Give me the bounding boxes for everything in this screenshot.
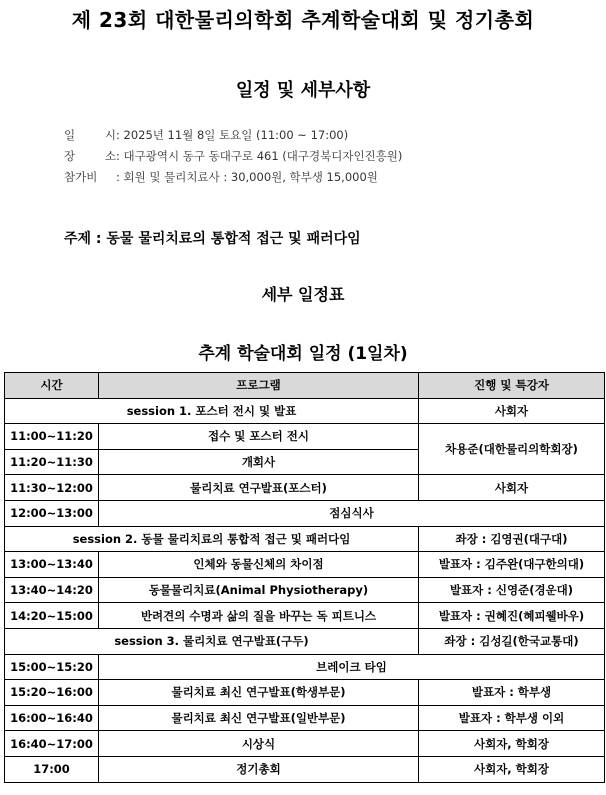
time-cell: 11:00~11:20 bbox=[5, 424, 99, 450]
presenter-cell: 사회자 bbox=[419, 398, 605, 424]
info-venue bbox=[64, 148, 402, 164]
page-title: 제 23회 대한물리의학회 추계학술대회 및 정기총회 bbox=[71, 8, 535, 32]
session-title: session 3. 물리치료 연구발표(구두) bbox=[5, 628, 419, 654]
time-cell: 16:00~16:40 bbox=[5, 705, 99, 731]
info-label: 참가비 bbox=[64, 170, 98, 184]
table-row bbox=[5, 705, 605, 731]
table-title: 추계 학술대회 일정 (1일차) bbox=[198, 344, 408, 364]
time-cell: 15:20~16:00 bbox=[5, 680, 99, 706]
header-time: 시간 bbox=[5, 373, 99, 399]
schedule-table bbox=[4, 372, 605, 783]
table-row bbox=[5, 654, 605, 680]
info-label: 장 소 bbox=[64, 149, 116, 163]
table-row bbox=[5, 680, 605, 706]
program-cell: 동물물리치료(Animal Physiotherapy) bbox=[99, 577, 419, 603]
time-cell: 13:00~13:40 bbox=[5, 552, 99, 578]
presenter-cell: 좌장 : 김성길(한국교통대) bbox=[419, 628, 605, 654]
table-header-row bbox=[5, 373, 605, 399]
table-row bbox=[5, 552, 605, 578]
presenter-cell: 발표자 : 학부생 이외 bbox=[419, 705, 605, 731]
time-cell: 17:00 bbox=[5, 756, 99, 782]
program-cell: 인체와 동물신체의 차이점 bbox=[99, 552, 419, 578]
time-cell: 12:00~13:00 bbox=[5, 500, 99, 526]
program-cell: 물리치료 최신 연구발표(학생부문) bbox=[99, 680, 419, 706]
time-cell: 15:00~15:20 bbox=[5, 654, 99, 680]
table-row bbox=[5, 731, 605, 757]
program-cell: 정기총회 bbox=[99, 756, 419, 782]
program-cell: 시상식 bbox=[99, 731, 419, 757]
program-cell: 개회사 bbox=[99, 449, 419, 475]
time-cell: 11:20~11:30 bbox=[5, 449, 99, 475]
session-row bbox=[5, 628, 605, 654]
presenter-cell: 차용준(대한물리의학회장) bbox=[419, 424, 605, 475]
info-fee bbox=[64, 169, 378, 185]
presenter-cell: 발표자 : 신영준(경운대) bbox=[419, 577, 605, 603]
session-title: session 2. 동물 물리치료의 통합적 접근 및 패러다임 bbox=[5, 526, 419, 552]
table-row bbox=[5, 424, 605, 450]
presenter-cell: 발표자 : 김주완(대구한의대) bbox=[419, 552, 605, 578]
session-row bbox=[5, 398, 605, 424]
topic: 주제 : 동물 물리치료의 통합적 접근 및 패러다임 bbox=[64, 231, 361, 247]
presenter-cell: 좌장 : 김영권(대구대) bbox=[419, 526, 605, 552]
info-value: : 회원 및 물리치료사 : 30,000원, 학부생 15,000원 bbox=[116, 170, 378, 184]
table-row bbox=[5, 603, 605, 629]
time-cell: 16:40~17:00 bbox=[5, 731, 99, 757]
info-value: : 대구광역시 동구 동대구로 461 (대구경북디자인진흥원) bbox=[116, 149, 403, 163]
section-subtitle: 일정 및 세부사항 bbox=[235, 80, 371, 101]
time-cell: 11:30~12:00 bbox=[5, 475, 99, 501]
presenter-cell: 사회자 bbox=[419, 475, 605, 501]
session-row bbox=[5, 526, 605, 552]
table-row bbox=[5, 756, 605, 782]
program-cell: 물리치료 연구발표(포스터) bbox=[99, 475, 419, 501]
time-cell: 14:20~15:00 bbox=[5, 603, 99, 629]
table-row bbox=[5, 577, 605, 603]
schedule-title: 세부 일정표 bbox=[261, 285, 345, 304]
program-cell: 접수 및 포스터 전시 bbox=[99, 424, 419, 450]
info-value: : 2025년 11월 8일 토요일 (11:00 ~ 17:00) bbox=[116, 128, 349, 142]
presenter-cell: 발표자 : 학부생 bbox=[419, 680, 605, 706]
time-cell: 13:40~14:20 bbox=[5, 577, 99, 603]
program-cell: 점심식사 bbox=[99, 500, 605, 526]
table-row bbox=[5, 475, 605, 501]
presenter-cell: 사회자, 학회장 bbox=[419, 756, 605, 782]
header-presenter: 진행 및 특강자 bbox=[419, 373, 605, 399]
program-cell: 물리치료 최신 연구발표(일반부문) bbox=[99, 705, 419, 731]
program-cell: 반려견의 수명과 삶의 질을 바꾸는 독 피트니스 bbox=[99, 603, 419, 629]
header-program: 프로그램 bbox=[99, 373, 419, 399]
table-row bbox=[5, 500, 605, 526]
presenter-cell: 사회자, 학회장 bbox=[419, 731, 605, 757]
info-label: 일 시 bbox=[64, 128, 116, 142]
presenter-cell: 발표자 : 권혜진(혜피웰바우) bbox=[419, 603, 605, 629]
program-cell: 브레이크 타임 bbox=[99, 654, 605, 680]
info-date bbox=[64, 127, 348, 143]
session-title: session 1. 포스터 전시 및 발표 bbox=[5, 398, 419, 424]
